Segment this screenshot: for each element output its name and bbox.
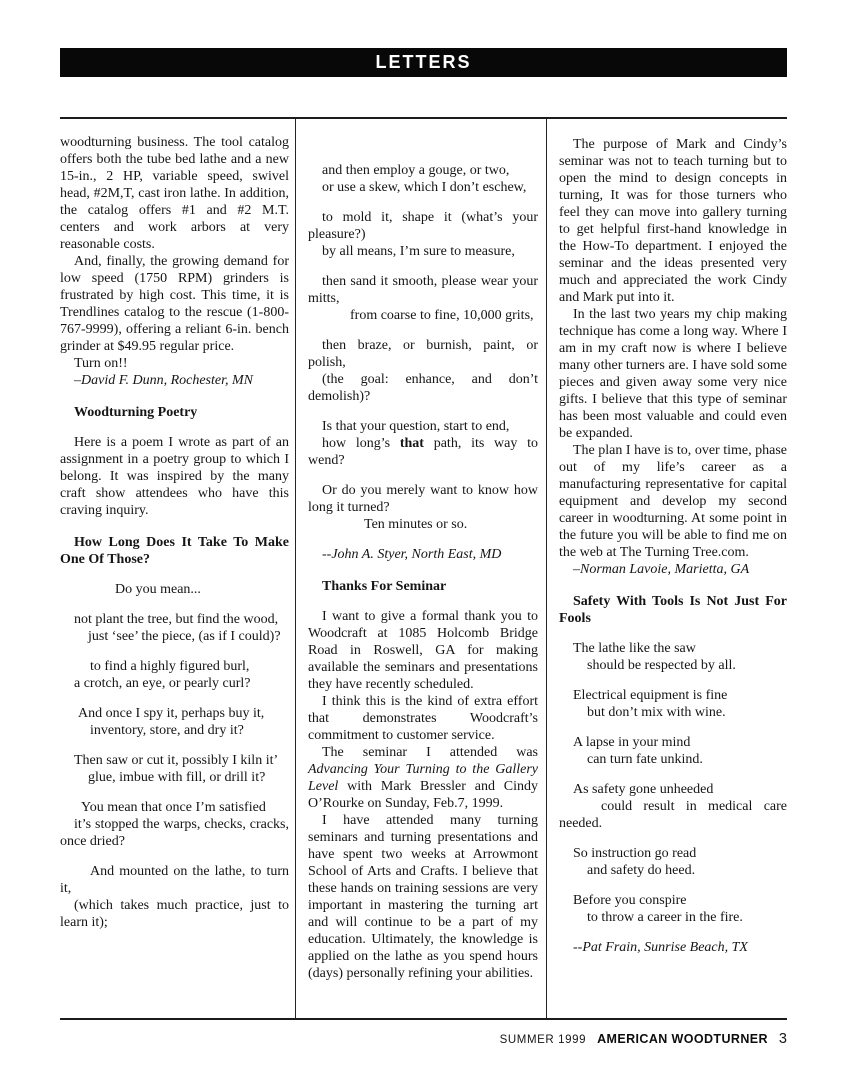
- text-segment: and then employ a gouge, or two,: [322, 163, 510, 178]
- text-segment: In the last two years my chip making technique has come a long way. Where I am in my craft now is where I believe many other turners are. I have sold some pieces and given away some very nice gifts. I believe that this type of seminar has been most valuable and could even be expanded.: [559, 307, 787, 441]
- text-segment: Woodturning Poetry: [74, 405, 198, 420]
- text-segment: --John A. Styer, North East, MD: [322, 547, 502, 562]
- verse-line: [308, 435, 538, 469]
- verse-line: [559, 734, 787, 751]
- poem-stanza: [60, 581, 289, 598]
- verse-line: [308, 162, 538, 179]
- verse-line: [559, 845, 787, 862]
- text-segment: The seminar I attended was: [322, 745, 538, 760]
- verse-line: [308, 273, 538, 307]
- text-segment: Or do you merely want to know how long it turned?: [308, 483, 538, 515]
- text-segment: should be respected by all.: [587, 658, 736, 673]
- text-segment: Ten minutes or so.: [364, 517, 468, 532]
- verse-line: [559, 640, 787, 657]
- text-segment: Turn on!!: [74, 356, 128, 371]
- text-segment: that: [399, 436, 424, 451]
- text-segment: Advancing Your Turning to the Gallery Level: [308, 762, 538, 794]
- text-segment: You mean that once I’m satisfied: [81, 800, 266, 815]
- verse-line: [308, 371, 538, 405]
- poem-stanza: [60, 705, 289, 739]
- text-segment: Before you conspire: [573, 893, 687, 908]
- letter-heading: [559, 593, 787, 627]
- poem-stanza: [60, 863, 289, 931]
- text-segment: by all means, I’m sure to measure,: [322, 244, 515, 259]
- text-segment: How Long Does It Take To Make One Of Those?: [60, 535, 289, 567]
- text-segment: a crotch, an eye, or pearly curl?: [74, 676, 251, 691]
- poem-stanza: [559, 845, 787, 879]
- verse-line: [60, 611, 289, 628]
- text-segment: with Mark Bressler and Cindy O’Rourke on Sunday, Feb.7, 1999.: [308, 779, 538, 811]
- verse-line: [60, 705, 289, 722]
- letter-signature: [559, 939, 787, 956]
- poem-stanza: [308, 162, 538, 196]
- letter-signature: [308, 546, 538, 563]
- verse-line: [308, 243, 538, 260]
- publication-name: AMERICAN WOODTURNER: [597, 1032, 768, 1046]
- verse-line: [308, 418, 538, 435]
- letter-heading: [308, 578, 538, 595]
- text-segment: The plan I have is to, over time, phase out of my life’s career as a manufacturing representative for capital equipment and develop my second career in woodturning. At some point in the future you will be able to find me on the web at The Turning Tree.com.: [559, 443, 787, 560]
- poem-stanza: [559, 734, 787, 768]
- verse-line: [308, 337, 538, 371]
- paragraph: [308, 744, 538, 812]
- text-segment: could result in medical care needed.: [559, 799, 787, 831]
- poem-stanza: [60, 752, 289, 786]
- text-segment: glue, imbue with fill, or drill it?: [88, 770, 266, 785]
- text-segment: I want to give a formal thank you to Woodcraft at 1085 Holcomb Bridge Road in Roswell, GA for making available the seminars and presentations they have recently scheduled.: [308, 609, 538, 692]
- text-segment: and safety do heed.: [587, 863, 696, 878]
- text-segment: And mounted on the lathe, to turn it,: [60, 864, 289, 896]
- text-segment: woodturning business. The tool catalog offers both the tube bed lathe and a new 15-in., 2 HP, variable speed, swivel head, #2M,T, cast iron lathe. In addition, the catalog offers #1 and #2 M.T. centers and work arbors at very reasonable costs.: [60, 135, 289, 252]
- text-segment: The purpose of Mark and Cindy’s seminar was not to teach turning but to open the mind to design concepts in turning, It was for those turners who feel they can move into gallery turning to get helpful first-hand knowledge in the How-To department. I enjoyed the seminar and the ideas presented very much and appreciated the work Cindy and Mark put into it.: [559, 137, 787, 305]
- verse-line: [60, 658, 289, 675]
- text-segment: Thanks For Seminar: [322, 579, 447, 594]
- poem-stanza: [559, 781, 787, 832]
- text-segment: just ‘see’ the piece, (as if I could)?: [88, 629, 281, 644]
- verse-line: [60, 752, 289, 769]
- verse-line: [559, 687, 787, 704]
- text-segment: (the goal: enhance, and don’t demolish)?: [308, 372, 538, 404]
- poem-stanza: [60, 799, 289, 850]
- text-segment: –David F. Dunn, Rochester, MN: [74, 373, 253, 388]
- paragraph: [60, 134, 289, 253]
- verse-line: [60, 816, 289, 850]
- text-segment: Here is a poem I wrote as part of an assignment in a poetry group to which I belong. It was inspired by the many craft show attendees who have this craving inquiry.: [60, 435, 289, 518]
- verse-line: [308, 209, 538, 243]
- verse-line: [559, 862, 787, 879]
- poem-stanza: [308, 209, 538, 260]
- letter-heading: [60, 404, 289, 421]
- text-segment: to find a highly figured burl,: [90, 659, 250, 674]
- verse-line: [60, 799, 289, 816]
- text-segment: inventory, store, and dry it?: [90, 723, 244, 738]
- text-segment: Safety With Tools Is Not Just For Fools: [559, 594, 787, 626]
- poem-stanza: [308, 418, 538, 469]
- text-segment: Do you mean...: [115, 582, 201, 597]
- paragraph: [60, 355, 289, 372]
- verse-line: [60, 769, 289, 786]
- verse-line: [60, 897, 289, 931]
- paragraph: [559, 136, 787, 306]
- text-segment: As safety gone unheeded: [573, 782, 714, 797]
- text-segment: or use a skew, which I don’t eschew,: [322, 180, 527, 195]
- section-title: LETTERS: [375, 52, 472, 72]
- text-segment: And, finally, the growing demand for low speed (1750 RPM) grinders is frustrated by high cost. This time, it is Trendlines catalog to the rescue (1-800-767-9999), offering a reliant 6-in. bench grinder at $49.95 regular price.: [60, 254, 289, 354]
- verse-line: [559, 798, 787, 832]
- letter-heading: [60, 534, 289, 568]
- paragraph: [308, 812, 538, 982]
- text-segment: how long’s: [322, 436, 400, 451]
- poem-stanza: [308, 337, 538, 405]
- poem-stanza: [60, 658, 289, 692]
- text-segment: to mold it, shape it (what’s your pleasure?): [308, 210, 538, 242]
- paragraph: [308, 608, 538, 693]
- text-column-3: [546, 119, 787, 1018]
- verse-line: [60, 628, 289, 645]
- letter-signature: [559, 561, 787, 578]
- text-column-2: [295, 119, 546, 1018]
- page-footer: [500, 1031, 787, 1047]
- text-segment: I think this is the kind of extra effort that demonstrates Woodcraft’s commitment to customer service.: [308, 694, 538, 743]
- issue-date: SUMMER 1999: [499, 1034, 587, 1046]
- paragraph: [60, 434, 289, 519]
- verse-line: [308, 482, 538, 516]
- text-segment: (which takes much practice, just to learn it);: [60, 898, 289, 930]
- verse-line: [308, 179, 538, 196]
- verse-line: [559, 657, 787, 674]
- verse-line: [559, 704, 787, 721]
- text-segment: So instruction go read: [573, 846, 697, 861]
- poem-stanza: [559, 892, 787, 926]
- poem-stanza: [60, 611, 289, 645]
- paragraph: [559, 306, 787, 442]
- paragraph: [559, 442, 787, 561]
- text-segment: then sand it smooth, please wear your mitts,: [308, 274, 538, 306]
- text-segment: And once I spy it, perhaps buy it,: [78, 706, 265, 721]
- verse-line: [308, 307, 538, 324]
- text-segment: I have attended many turning seminars and turning presentations and have spent two weeks at Arrowmont School of Arts and Crafts. I believe that these hands on training sessions are very important in mastering the turning art and will continue to be a part of my education. Ultimately, the knowledge is applied on the lathe as you spend hours (days) personally refining your abilities.: [308, 813, 538, 981]
- three-column-letters-body: [60, 117, 787, 1020]
- verse-line: [60, 863, 289, 897]
- text-column-1: [60, 119, 295, 1018]
- paragraph: [308, 693, 538, 744]
- text-segment: to throw a career in the fire.: [587, 910, 743, 925]
- verse-line: [559, 909, 787, 926]
- verse-line: [559, 751, 787, 768]
- verse-line: [60, 675, 289, 692]
- poem-stanza: [308, 273, 538, 324]
- verse-line: [60, 581, 289, 598]
- text-segment: A lapse in your mind: [573, 735, 691, 750]
- text-segment: Then saw or cut it, possibly I kiln it’: [74, 753, 279, 768]
- text-segment: –Norman Lavoie, Marietta, GA: [573, 562, 750, 577]
- text-segment: not plant the tree, but find the wood,: [74, 612, 279, 627]
- verse-line: [559, 892, 787, 909]
- text-segment: The lathe like the saw: [573, 641, 696, 656]
- verse-line: [559, 781, 787, 798]
- text-segment: but don’t mix with wine.: [587, 705, 726, 720]
- poem-stanza: [308, 482, 538, 533]
- verse-line: [60, 722, 289, 739]
- paragraph: [60, 253, 289, 355]
- text-segment: --Pat Frain, Sunrise Beach, TX: [573, 940, 748, 955]
- letter-signature: [60, 372, 289, 389]
- text-segment: it’s stopped the warps, checks, cracks, once dried?: [60, 817, 289, 849]
- text-segment: Is that your question, start to end,: [322, 419, 510, 434]
- text-segment: then braze, or burnish, paint, or polish,: [308, 338, 538, 370]
- text-segment: Electrical equipment is fine: [573, 688, 728, 703]
- poem-stanza: [559, 687, 787, 721]
- poem-stanza: [559, 640, 787, 674]
- text-segment: path, its way to wend?: [308, 436, 539, 468]
- verse-line: [308, 516, 538, 533]
- page-number: 3: [778, 1031, 787, 1047]
- text-segment: can turn fate unkind.: [587, 752, 703, 767]
- text-segment: from coarse to fine, 10,000 grits,: [350, 308, 534, 323]
- letters-section-banner: [60, 48, 787, 77]
